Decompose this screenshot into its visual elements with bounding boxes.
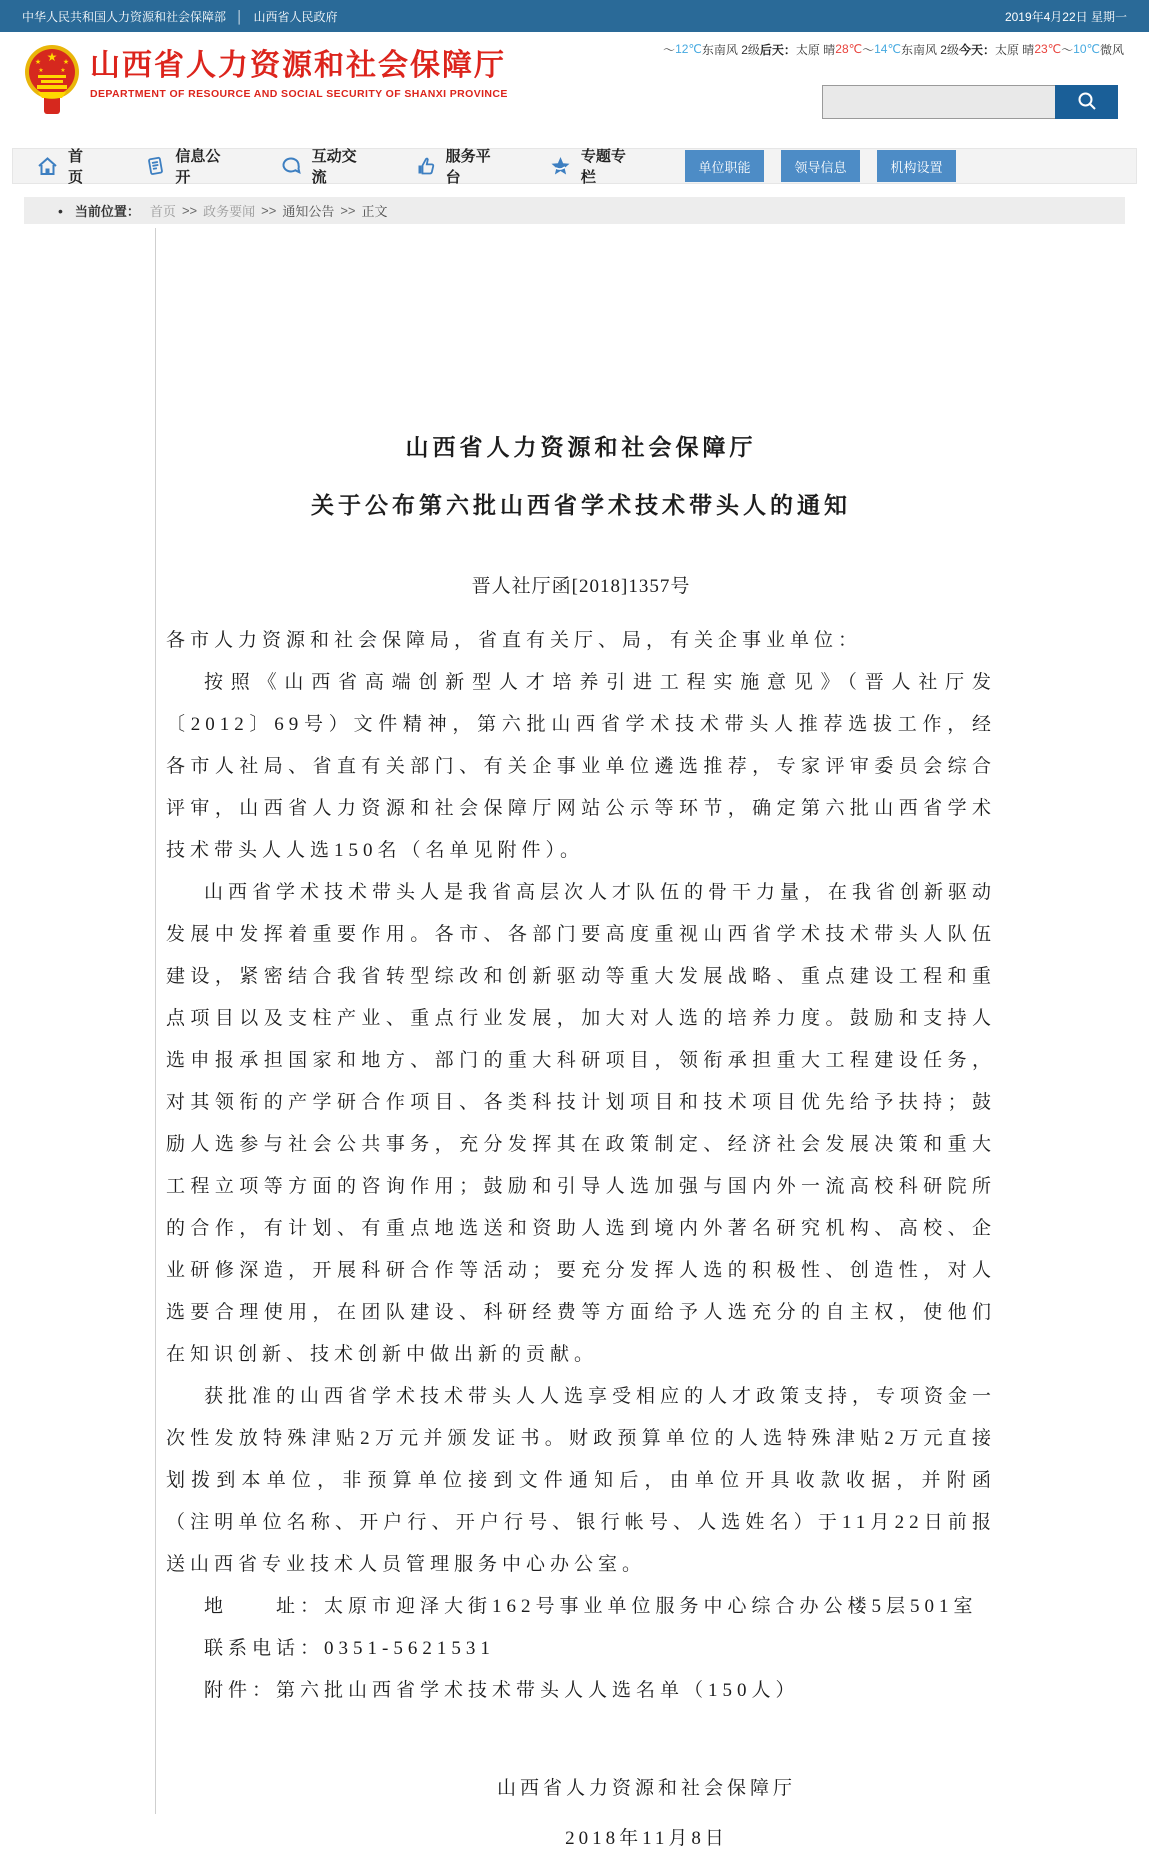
weather-segment: ～ — [862, 42, 875, 57]
top-bar — [0, 0, 1149, 32]
weather-segment: 东南风 2级 — [900, 42, 959, 57]
breadcrumb-label: 当前位置： — [74, 204, 140, 219]
nav-item-label: 专题专栏 — [580, 148, 626, 186]
star-icon — [550, 156, 571, 176]
document-title-line2: 关于公布第六批山西省学术技术带头人的通知 — [311, 493, 851, 518]
address-line: 地 址：太原市迎泽大街162号事业单位服务中心综合办公楼5层501室 — [204, 1596, 978, 1617]
attachment-line: 附件：第六批山西省学术技术带头人人选名单（150人） — [204, 1680, 800, 1701]
svg-text:★: ★ — [62, 59, 70, 66]
search-bar — [822, 85, 1118, 119]
province-gov-link[interactable]: 山西省人民政府 — [253, 9, 338, 24]
weather-ticker — [524, 40, 1124, 58]
search-icon — [1076, 90, 1098, 115]
weather-segment: 10℃ — [1073, 42, 1100, 56]
breadcrumb-notices[interactable]: 通知公告 — [282, 204, 335, 219]
document-title-line1: 山西省人力资源和社会保障厅 — [405, 435, 757, 460]
breadcrumb-current: 正文 — [361, 204, 388, 219]
nav-wrap — [12, 148, 1137, 224]
svg-text:★: ★ — [34, 59, 42, 66]
document-icon — [145, 156, 165, 176]
breadcrumb-bullet: • — [58, 202, 63, 219]
weather-segment: 今天： — [958, 42, 995, 57]
site-title: 山西省人力资源和社会保障厅 — [90, 49, 506, 82]
svg-text:★: ★ — [38, 68, 44, 74]
thumbs-up-icon — [416, 156, 436, 176]
paragraph-3: 获批准的山西省学术技术带头人人选享受相应的人才政策支持，专项资金一次性发放特殊津贴2万元并颁发证书。财政预算单位的人选特殊津贴2万元直接划拨到本单位，非预算单位接到文件通知后，由单位开具收款收据，并附函（注明单位名称、开户行、开户行号、银行帐号、人选姓名）于11月22日前报送山西省专业技术人员管理服务中心办公室。 — [166, 1386, 997, 1575]
breadcrumb-home[interactable]: 首页 — [149, 204, 176, 219]
top-bar-separator: │ — [236, 9, 244, 24]
signature-org: 山西省人力资源和社会保障厅 — [496, 1778, 796, 1799]
breadcrumb-separator: >> — [181, 203, 198, 218]
unit-functions-button[interactable]: 单位职能 — [685, 150, 764, 182]
ministry-link[interactable]: 中华人民共和国人力资源和社会保障部 — [22, 9, 227, 24]
svg-text:★: ★ — [46, 50, 58, 64]
search-input[interactable] — [822, 85, 1055, 119]
nav-item-label: 首页 — [68, 148, 84, 186]
org-structure-button[interactable]: 机构设置 — [877, 150, 956, 182]
weather-segment: 太原 晴 — [994, 42, 1035, 57]
weather-segment: 23℃ — [1034, 42, 1062, 56]
weather-segment: ～ — [1061, 42, 1074, 57]
nav-item-special-topics[interactable] — [550, 145, 631, 187]
weather-segment: 东南风 2级 — [701, 42, 760, 57]
site-header — [0, 32, 1149, 128]
weather-segment: 太原 晴 — [795, 42, 836, 57]
nav-item-label: 服务平台 — [445, 148, 491, 186]
search-button[interactable] — [1055, 85, 1118, 119]
nav-item-interaction[interactable] — [280, 145, 362, 187]
main-nav — [12, 148, 1137, 184]
breadcrumb-separator: >> — [261, 203, 277, 218]
leadership-info-button[interactable]: 领导信息 — [781, 150, 860, 182]
phone-line: 联系电话：0351-5621531 — [204, 1638, 495, 1659]
weather-segment: 14℃ — [874, 42, 901, 56]
breadcrumb — [24, 197, 1125, 224]
weather-segment: 28℃ — [835, 42, 863, 56]
document-number: 晋人社厅函[2018]1357号 — [471, 576, 691, 597]
weather-segment: ～ — [663, 42, 676, 57]
quick-buttons — [685, 150, 956, 182]
breadcrumb-separator: >> — [340, 203, 356, 218]
breadcrumb-gov-news[interactable]: 政务要闻 — [203, 204, 256, 219]
current-date: 2019年4月22日 星期一 — [1004, 9, 1127, 24]
article-panel — [155, 228, 1001, 1849]
nav-item-label: 信息公开 — [175, 148, 221, 186]
nav-item-label: 互动交流 — [311, 148, 357, 186]
site-subtitle: DEPARTMENT OF RESOURCE AND SOCIAL SECURITY OF SHANXI PROVINCE — [90, 88, 508, 100]
weather-segment: 12℃ — [675, 42, 702, 56]
nav-item-home[interactable] — [37, 145, 91, 187]
svg-text:★: ★ — [60, 68, 66, 74]
top-bar-links — [22, 8, 338, 25]
nav-item-service-platform[interactable] — [416, 145, 496, 187]
home-icon — [37, 156, 58, 176]
nav-item-info-disclosure[interactable] — [145, 145, 225, 187]
national-emblem-logo — [24, 42, 80, 116]
site-title-block — [90, 48, 508, 100]
weather-segment: 微风 — [1099, 42, 1124, 57]
paragraph-1: 按照《山西省高端创新型人才培养引进工程实施意见》（晋人社厅发〔2012〕69号）文件精神，第六批山西省学术技术带头人推荐选拔工作，经各市人社局、省直有关部门、有关企事业单位遴选推荐，专家评审委员会综合评审，山西省人力资源和社会保障厅网站公示等环节，确定第六批山西省学术技术带头人人选150名（名单见附件）。 — [166, 672, 996, 861]
weather-segment: 后天： — [759, 42, 796, 57]
chat-bubble-icon — [280, 156, 302, 176]
salutation: 各市人力资源和社会保障局，省直有关厅、局，有关企事业单位： — [166, 630, 863, 651]
signature-date: 2018年11月8日 — [565, 1828, 728, 1849]
paragraph-2: 山西省学术技术带头人是我省高层次人才队伍的骨干力量，在我省创新驱动发展中发挥着重要作用。各市、各部门要高度重视山西省学术技术带头人队伍建设，紧密结合我省转型综改和创新驱动等重大发展战略、重点建设工程和重点项目以及支柱产业、重点行业发展，加大对人选的培养力度。鼓励和支持人选申报承担国家和地方、部门的重大科研项目，领衔承担重大工程建设任务，对其领衔的产学研合作项目、各类科技计划项目和技术项目优先给予扶持；鼓励人选参与社会公共事务，充分发挥其在政策制定、经济社会发展决策和重大工程立项等方面的咨询作用；鼓励和引导人选加强与国内外一流高校科研院所的合作，有计划、有重点地选送和资助人选到境内外著名研究机构、高校、企业研修深造，开展科研合作等活动；要充分发挥人选的积极性、创造性，对人选要合理使用，在团队建设、科研经费等方面给予人选充分的自主权，使他们在知识创新、技术创新中做出新的贡献。 — [166, 882, 997, 1365]
document-body — [166, 620, 996, 1864]
signature-block — [497, 1764, 796, 1864]
